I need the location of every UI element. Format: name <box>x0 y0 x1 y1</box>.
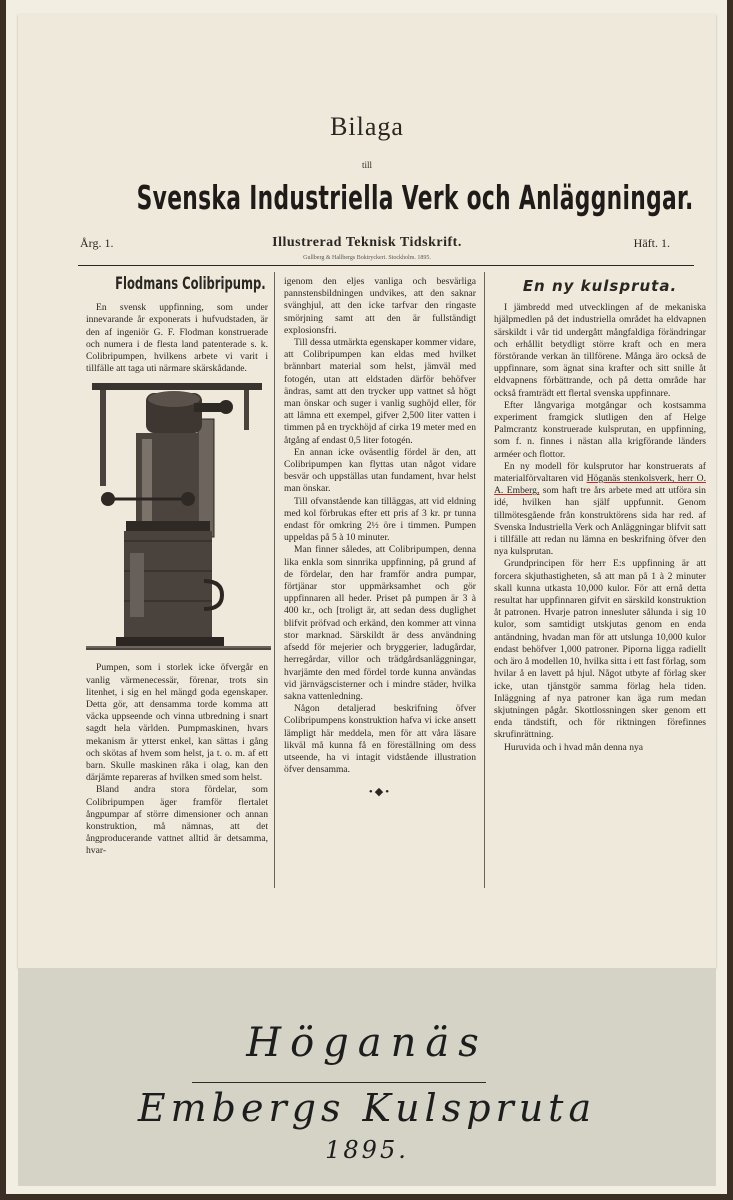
column-divider <box>484 272 485 888</box>
handwritten-place: Höganäs <box>246 1020 488 1066</box>
paragraph: Pumpen, som i storlek icke öfvergår en vanlig värmenecessär, förenar, trots sin litenhet, i sig en hel mängd goda egenskaper. Detta gör, att densamma torde komma att väcka uppseende och vinna utbredning i snart sagdt hela världen. Pumpmaskinen, hvars mekanism är ytterst enkel, kan sättas i gång och skötas af hvem som helst, ja t. o. m. af ett barn. Skulle maskinen råka i olag, kan den därjämte repareras af hvilken smed som helst. <box>86 662 268 784</box>
paragraph: En svensk uppfinning, som under innevarande år exponerats i hufvudstaden, är den af ingeniör G. F. Flodman konstruerade och numera i de flesta land patenterade s. k. Colibripumpen, hvilkens arbete vi varit i tillfälle att taga uti närmare skärskådande. <box>86 302 268 375</box>
supplement-title: Bilaga <box>330 112 404 141</box>
newspaper-page <box>18 14 716 968</box>
article-headline: Flodmans Colibripump. <box>115 274 266 294</box>
underlined-text: Höganäs stenkolsverk, herr O. A. Emberg, <box>494 473 706 497</box>
paragraph: I jämbredd med utvecklingen af de mekaniska hjälpmedlen på det industriella området ha eldvapnen särskildt i vår tid undergått mångfaldiga förändringar och erhållit betydligt större kraft och en mera förstörande verkan än tillförene. Många äro också de uppfinnare, som ägnat sina krafter och sitt snille åt eldvapnens förbättrande, och på detta område har också framträdt ett flertal svenska uppfinnare. <box>494 302 706 399</box>
handwritten-rule <box>192 1082 486 1083</box>
paragraph: Till dessa utmärkta egenskaper kommer vidare, att Colibripumpen kan eldas med hvilket brännbart material som helst, jämväl med fotogén, utan att eldstaden därför behöfver ändras, samt att den trycker upp vattnet så högt man önskar och suger i vanlig sughöjd eller, för att lämna ett exempel, gifver 2,500 liter vatten i timmen på en tryckhöjd af cirka 19 meter med en åtgång af endast 0,5 liter fotogén. <box>284 337 476 446</box>
paragraph-text: En ny modell för kulsprutor har konstruerats af materialförvaltaren vid <box>494 460 706 485</box>
issue-label: Häft. 1. <box>633 236 670 250</box>
handwritten-label-card <box>18 968 716 1186</box>
column-3 <box>494 276 706 754</box>
column-2 <box>284 276 476 799</box>
paragraph: Grundprincipen för herr E:s uppfinning är att forcera skjuthastigheten, så att man på 1 à 2 minuter skall kunna utkasta 10,000 kulor. För att ernå detta resultat har uppfinnaren gifvit en särskild konstruktion åt patronen. Hvarje patron innesluter sålunda i sig 10 kulor, som samtidigt utskjutas genom en enda antändning, hvadan man för att utslunga 10,000 kulor endast behöfver 1,000 patroner. Piporna ligga radiellt och äro å modellen 10, hvilka sitta i ett fast förlag, som hvilar å en lavett på hjul. Något utbyte af förlag sker icke, utan tjänstgör samma förlag hela tiden. Inläggning af nya patroner kan äga rum medan skjutningen pågår. Skottlossningen sker genom ett enda tändstift, och för riktningen förefinnes skrufinrättning. <box>494 558 706 741</box>
ornament-icon: •◆• <box>368 786 392 799</box>
paragraph: Huruvida och i hvad mån denna nya <box>504 741 644 753</box>
colibri-pump-illustration <box>86 381 271 656</box>
paragraph: Efter långvariga motgångar och kostsamma experiment framgick slutligen den af Helge Palmcrantz konstruerade kulsprutan, en uppfinning, som f. n. finnes i nästan alla krigförande länders arméer och flottor. <box>494 399 706 460</box>
volume-label: Årg. 1. <box>80 236 114 250</box>
paragraph-text: som haft tre års arbete med att utföra sin idé, hvilken han själf uppfunnit. Genom tillmötesgående från konstruktörens sida har red. af Svenska Industriella Verk och Anläggningar blifvit satt i tillfälle att redan nu lämna en beskrifning öfver den nya kulsprutan. <box>494 485 706 558</box>
handwritten-title: Embergs Kulspruta <box>137 1086 597 1130</box>
printer-line: Gullberg & Hallbergs Boktryckeri. Stockholm. 1895. <box>303 255 431 261</box>
paragraph: igenom den eljes vanliga och besvärliga pannstensbildningen undvikes, att den saknar svänghjul, att den icke tarfvar den ringaste smörjning samt att den är fullständigt explosionsfri. <box>284 276 476 336</box>
masthead-rule <box>78 265 694 266</box>
handwritten-year: 1895. <box>325 1136 409 1164</box>
paragraph: En annan icke oväsentlig fördel är den, att Colibripumpen kan flyttas utan något vidare besvär och uppställas utan fundament, hvar helst man önskar. <box>284 446 476 495</box>
paragraph <box>494 461 706 559</box>
journal-title: Svenska Industriella Verk och Anläggningar. <box>136 178 694 217</box>
till-text: till <box>361 160 372 170</box>
column-divider <box>274 272 275 888</box>
paragraph: Någon detaljerad beskrifning öfver Colibripumpens konstruktion hafva vi icke ansett lämpligt här meddela, men för att våra läsare likväl må kunna få en föreställning om dess utseende, ha vi intagit vidstående illustration öfver densamma. <box>284 703 476 776</box>
journal-subtitle: Illustrerad Teknisk Tidskrift. <box>272 235 462 250</box>
article-headline: En ny kulspruta. <box>522 277 678 295</box>
paragraph: Bland andra stora fördelar, som Colibripumpen äger framför flertalet ångpumpar af större dimensioner och annan konstruktion, må nämnas, att det ångproducerande vattnet alltid är detsamma, hvar- <box>86 784 268 857</box>
paragraph: Man finner således, att Colibripumpen, denna lika enkla som sinnrika uppfinning, på grund af de fördelar, den har framför andra pumpar, förtjänar stor uppmärksamhet och gör uppfinnaren all heder. Priset på pumpen är 3 à 400 kr., och [troligt är, att sedan dess duglighet blifvit pröfvad och erkänd, den kommer att vinna stor marknad. Särskildt är dess användning afsedd för mejerier och bryggerier, ladugårdar, herregårdar, villor och trädgårdsanläggningar, hvarjämte den med fördel torde kunna användas vid järnvägscisterner och i mindre städer, hvilka sakna vattenledning. <box>284 544 476 702</box>
column-1 <box>86 276 268 858</box>
paragraph: Till ofvanstående kan tilläggas, att vid eldning med kol förbrukas efter ett pris af 3 kr. pr tunna endast för omkring 2½ öre i timmen. Pumpen uppeldas på 5 à 10 minuter. <box>284 495 476 544</box>
